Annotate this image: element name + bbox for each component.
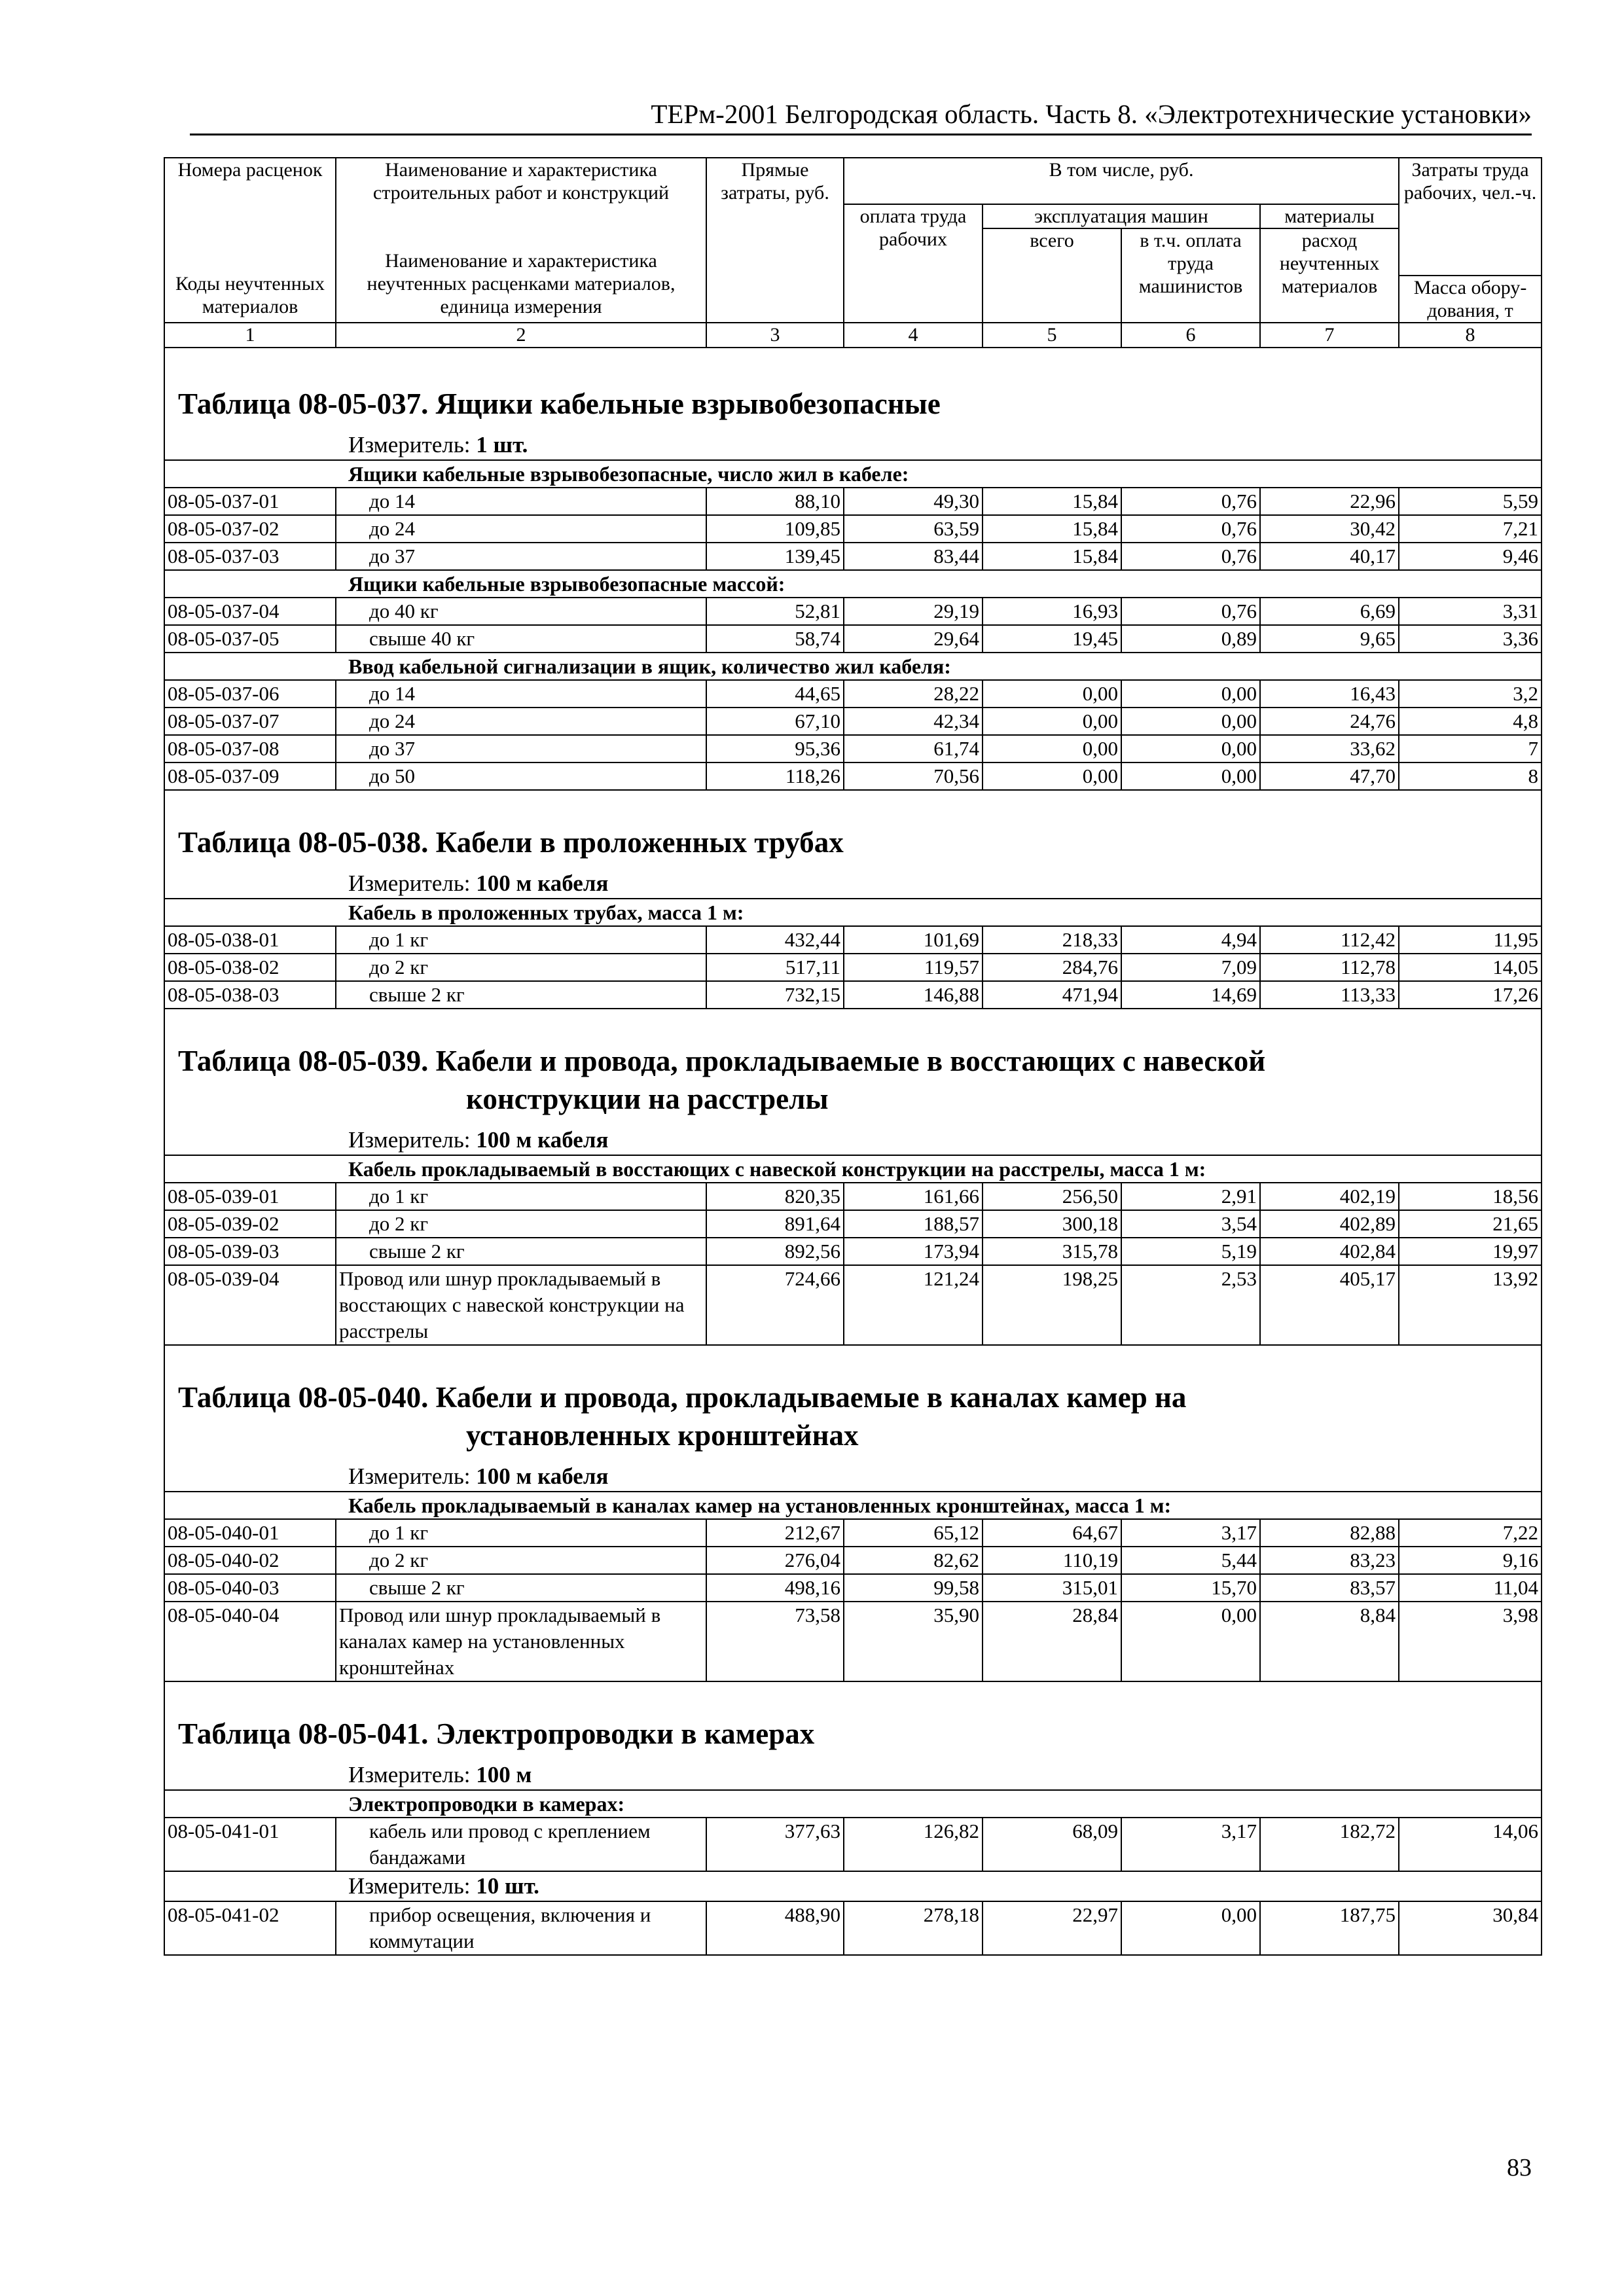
rate-value: 7 xyxy=(1399,735,1542,762)
rate-value: 15,84 xyxy=(983,543,1121,570)
table-row xyxy=(164,515,1542,543)
rate-value: 24,76 xyxy=(1260,708,1399,735)
col-number: 7 xyxy=(1260,323,1399,348)
rate-value: 68,09 xyxy=(983,1818,1121,1871)
rate-value: 44,65 xyxy=(706,680,844,708)
rate-value: 16,43 xyxy=(1260,680,1399,708)
col-wages-header: оплата труда рабочих xyxy=(844,204,983,323)
col-number: 5 xyxy=(983,323,1121,348)
measure-row-inline xyxy=(164,1871,1542,1901)
rate-value: 30,84 xyxy=(1399,1901,1542,1955)
rate-value: 47,70 xyxy=(1260,762,1399,790)
table-number: Таблица 08-05-037. xyxy=(178,387,429,420)
rate-value: 498,16 xyxy=(706,1574,844,1602)
rate-value: 0,00 xyxy=(1121,1602,1260,1681)
group-row xyxy=(164,653,1542,680)
rate-value: 315,01 xyxy=(983,1574,1121,1602)
table-row xyxy=(164,926,1542,954)
table-title xyxy=(164,348,1542,428)
table-row xyxy=(164,981,1542,1009)
rate-value: 5,44 xyxy=(1121,1547,1260,1574)
rate-name: Провод или шнур прокладываемый в каналах камер на установленных кронштейнах xyxy=(336,1602,706,1681)
rate-value: 300,18 xyxy=(983,1210,1121,1238)
machines-header: эксплуатация машин xyxy=(983,204,1260,228)
rate-value: 33,62 xyxy=(1260,735,1399,762)
rate-value: 891,64 xyxy=(706,1210,844,1238)
table-row xyxy=(164,625,1542,653)
col-direct-costs-header: Прямые затраты, руб. xyxy=(706,158,844,323)
rate-value: 4,8 xyxy=(1399,708,1542,735)
table-row xyxy=(164,1238,1542,1265)
rate-value: 3,2 xyxy=(1399,680,1542,708)
group-row xyxy=(164,1492,1542,1519)
rate-value: 0,00 xyxy=(1121,762,1260,790)
rate-value: 14,05 xyxy=(1399,954,1542,981)
measure-value: 100 м кабеля xyxy=(476,1127,609,1153)
col-number: 6 xyxy=(1121,323,1260,348)
rate-value: 113,33 xyxy=(1260,981,1399,1009)
rate-value: 0,00 xyxy=(983,708,1121,735)
table-row xyxy=(164,1519,1542,1547)
table-title-text: Кабели и провода, прокладываемые в каналах камер на xyxy=(435,1381,1187,1414)
col-number: 1 xyxy=(164,323,336,348)
rate-value: 315,78 xyxy=(983,1238,1121,1265)
rate-value: 5,59 xyxy=(1399,488,1542,515)
rate-value: 173,94 xyxy=(844,1238,983,1265)
rate-value: 18,56 xyxy=(1399,1183,1542,1210)
rate-value: 118,26 xyxy=(706,762,844,790)
rate-value: 3,54 xyxy=(1121,1210,1260,1238)
table-row xyxy=(164,708,1542,735)
rate-name: свыше 2 кг xyxy=(336,981,706,1009)
rate-name: до 14 xyxy=(336,680,706,708)
rate-code: 08-05-037-08 xyxy=(164,735,336,762)
rate-code: 08-05-040-04 xyxy=(164,1602,336,1681)
rate-code: 08-05-037-01 xyxy=(164,488,336,515)
table-row xyxy=(164,954,1542,981)
rate-value: 0,76 xyxy=(1121,515,1260,543)
rate-name: кабель или провод с креплением бандажами xyxy=(336,1818,706,1871)
rate-value: 892,56 xyxy=(706,1238,844,1265)
group-row xyxy=(164,570,1542,598)
group-label: Кабель прокладываемый в каналах камер на установленных кронштейнах, масса 1 м: xyxy=(164,1492,1542,1519)
rate-value: 6,69 xyxy=(1260,598,1399,625)
measure-label: Измеритель: xyxy=(348,1762,471,1787)
rates-table xyxy=(164,157,1542,1956)
col-number: 4 xyxy=(844,323,983,348)
group-label: Электропроводки в камерах: xyxy=(164,1790,1542,1818)
rate-code: 08-05-037-05 xyxy=(164,625,336,653)
rate-value: 161,66 xyxy=(844,1183,983,1210)
rate-value: 9,46 xyxy=(1399,543,1542,570)
rate-code: 08-05-041-01 xyxy=(164,1818,336,1871)
rate-value: 29,19 xyxy=(844,598,983,625)
measure-row xyxy=(164,428,1542,460)
rate-code: 08-05-041-02 xyxy=(164,1901,336,1955)
rate-value: 21,65 xyxy=(1399,1210,1542,1238)
table-title-row xyxy=(164,348,1542,428)
rate-value: 112,78 xyxy=(1260,954,1399,981)
measure-row xyxy=(164,1460,1542,1492)
rate-value: 0,00 xyxy=(983,680,1121,708)
rate-name: до 2 кг xyxy=(336,1547,706,1574)
table-number: Таблица 08-05-039. xyxy=(178,1045,429,1077)
rate-code: 08-05-037-06 xyxy=(164,680,336,708)
measure-label: Измеритель: xyxy=(348,1127,471,1153)
rate-value: 29,64 xyxy=(844,625,983,653)
rate-value: 432,44 xyxy=(706,926,844,954)
rate-value: 146,88 xyxy=(844,981,983,1009)
rate-value: 182,72 xyxy=(1260,1818,1399,1871)
rate-name: Провод или шнур прокладываемый в восстающих с навеской конструкции на расстрелы xyxy=(336,1265,706,1345)
rate-value: 126,82 xyxy=(844,1818,983,1871)
measure-cell xyxy=(164,1758,1542,1790)
group-label: Кабель прокладываемый в восстающих с навеской конструкции на расстрелы, масса 1 м: xyxy=(164,1155,1542,1183)
materials-header: материалы xyxy=(1260,204,1399,228)
rate-value: 3,36 xyxy=(1399,625,1542,653)
table-row xyxy=(164,735,1542,762)
rate-value: 49,30 xyxy=(844,488,983,515)
header-row-2 xyxy=(164,204,1542,228)
rate-value: 284,76 xyxy=(983,954,1121,981)
rate-value: 3,98 xyxy=(1399,1602,1542,1681)
table-title-row xyxy=(164,1009,1542,1123)
rate-value: 11,04 xyxy=(1399,1574,1542,1602)
rate-value: 11,95 xyxy=(1399,926,1542,954)
rate-value: 61,74 xyxy=(844,735,983,762)
rate-value: 82,88 xyxy=(1260,1519,1399,1547)
rate-value: 30,42 xyxy=(1260,515,1399,543)
col-materials-header: расход неучтенных материалов xyxy=(1260,228,1399,323)
table-title-text: Кабели и провода, прокладываемые в восстающих с навеской xyxy=(435,1045,1266,1077)
rate-name: до 24 xyxy=(336,515,706,543)
rate-value: 82,62 xyxy=(844,1547,983,1574)
rate-code: 08-05-038-01 xyxy=(164,926,336,954)
measure-label: Измеритель: xyxy=(348,1463,471,1489)
table-title-text: Кабели в проложенных трубах xyxy=(435,826,844,859)
measure-cell xyxy=(164,1460,1542,1492)
measure-label: Измеритель: xyxy=(348,1873,471,1899)
rate-name: до 24 xyxy=(336,708,706,735)
rate-value: 19,45 xyxy=(983,625,1121,653)
table-row xyxy=(164,1547,1542,1574)
rate-value: 28,22 xyxy=(844,680,983,708)
rate-value: 0,00 xyxy=(983,762,1121,790)
rate-name: прибор освещения, включения и коммутации xyxy=(336,1901,706,1955)
rate-value: 402,89 xyxy=(1260,1210,1399,1238)
table-title xyxy=(164,1681,1542,1758)
rate-name: свыше 40 кг xyxy=(336,625,706,653)
rate-value: 8 xyxy=(1399,762,1542,790)
col-material-codes-header: Коды неучтенных материалов xyxy=(164,204,336,323)
page-number: 83 xyxy=(1507,2154,1532,2181)
incl-header: В том числе, руб. xyxy=(844,158,1399,204)
rate-value: 471,94 xyxy=(983,981,1121,1009)
rate-code: 08-05-040-03 xyxy=(164,1574,336,1602)
measure-cell xyxy=(164,1871,1542,1901)
table-title-text: Ящики кабельные взрывобезопасные xyxy=(435,387,941,420)
rate-code: 08-05-039-04 xyxy=(164,1265,336,1345)
table-row xyxy=(164,1818,1542,1871)
table-title-row xyxy=(164,1681,1542,1758)
group-row xyxy=(164,1155,1542,1183)
rate-value: 278,18 xyxy=(844,1901,983,1955)
rate-value: 820,35 xyxy=(706,1183,844,1210)
rate-name: свыше 2 кг xyxy=(336,1574,706,1602)
col-mass-header: Масса обору-дования, т xyxy=(1399,276,1542,323)
rate-value: 7,21 xyxy=(1399,515,1542,543)
measure-value: 10 шт. xyxy=(476,1873,539,1899)
rate-value: 3,17 xyxy=(1121,1818,1260,1871)
rate-value: 256,50 xyxy=(983,1183,1121,1210)
measure-row xyxy=(164,867,1542,899)
rate-value: 276,04 xyxy=(706,1547,844,1574)
rate-value: 101,69 xyxy=(844,926,983,954)
rate-value: 22,96 xyxy=(1260,488,1399,515)
rate-value: 0,89 xyxy=(1121,625,1260,653)
group-row xyxy=(164,899,1542,926)
col-number: 8 xyxy=(1399,323,1542,348)
table-title-text: установленных кронштейнах xyxy=(466,1419,859,1452)
rate-value: 402,19 xyxy=(1260,1183,1399,1210)
group-row xyxy=(164,460,1542,488)
rate-value: 112,42 xyxy=(1260,926,1399,954)
rate-value: 7,09 xyxy=(1121,954,1260,981)
group-label: Ящики кабельные взрывобезопасные массой: xyxy=(164,570,1542,598)
col-number: 3 xyxy=(706,323,844,348)
rate-value: 488,90 xyxy=(706,1901,844,1955)
rate-value: 58,74 xyxy=(706,625,844,653)
table-title xyxy=(164,1345,1542,1460)
group-label: Ввод кабельной сигнализации в ящик, количество жил кабеля: xyxy=(164,653,1542,680)
table-row xyxy=(164,1574,1542,1602)
rate-value: 64,67 xyxy=(983,1519,1121,1547)
rate-value: 3,31 xyxy=(1399,598,1542,625)
rate-value: 88,10 xyxy=(706,488,844,515)
rate-value: 83,23 xyxy=(1260,1547,1399,1574)
rate-value: 9,65 xyxy=(1260,625,1399,653)
rate-value: 0,00 xyxy=(1121,1901,1260,1955)
table-row xyxy=(164,680,1542,708)
rate-value: 517,11 xyxy=(706,954,844,981)
rate-value: 35,90 xyxy=(844,1602,983,1681)
rate-name: свыше 2 кг xyxy=(336,1238,706,1265)
rate-value: 8,84 xyxy=(1260,1602,1399,1681)
rate-name: до 2 кг xyxy=(336,954,706,981)
col-material-names-header: Наименование и характеристика неучтенных расценками материалов, единица измерения xyxy=(336,204,706,323)
rate-code: 08-05-038-03 xyxy=(164,981,336,1009)
rate-value: 139,45 xyxy=(706,543,844,570)
rate-value: 0,76 xyxy=(1121,598,1260,625)
rate-value: 198,25 xyxy=(983,1265,1121,1345)
col-machinist-wages-header: в т.ч. оплата труда машинистов xyxy=(1121,228,1260,323)
rate-value: 110,19 xyxy=(983,1547,1121,1574)
rate-code: 08-05-040-01 xyxy=(164,1519,336,1547)
measure-row xyxy=(164,1123,1542,1155)
rate-name: до 1 кг xyxy=(336,1183,706,1210)
rate-value: 13,92 xyxy=(1399,1265,1542,1345)
rate-value: 0,00 xyxy=(983,735,1121,762)
rate-value: 405,17 xyxy=(1260,1265,1399,1345)
rate-value: 188,57 xyxy=(844,1210,983,1238)
table-number: Таблица 08-05-041. xyxy=(178,1717,429,1750)
rate-value: 7,22 xyxy=(1399,1519,1542,1547)
col-codes-header: Номера расценок xyxy=(164,158,336,204)
rate-name: до 50 xyxy=(336,762,706,790)
table-row xyxy=(164,762,1542,790)
column-numbers-row xyxy=(164,323,1542,348)
rate-value: 16,93 xyxy=(983,598,1121,625)
rate-value: 28,84 xyxy=(983,1602,1121,1681)
measure-cell xyxy=(164,1123,1542,1155)
rate-value: 83,57 xyxy=(1260,1574,1399,1602)
table-title-text: Электропроводки в камерах xyxy=(435,1717,815,1750)
rate-value: 218,33 xyxy=(983,926,1121,954)
page-header: ТЕРм-2001 Белгородская область. Часть 8. «Электротехнические установки» xyxy=(190,97,1532,135)
table-title xyxy=(164,790,1542,867)
rate-value: 2,53 xyxy=(1121,1265,1260,1345)
rate-name: до 40 кг xyxy=(336,598,706,625)
measure-value: 100 м кабеля xyxy=(476,870,609,896)
rate-value: 732,15 xyxy=(706,981,844,1009)
table-row xyxy=(164,543,1542,570)
rate-value: 119,57 xyxy=(844,954,983,981)
rate-value: 65,12 xyxy=(844,1519,983,1547)
rate-code: 08-05-040-02 xyxy=(164,1547,336,1574)
table-row xyxy=(164,1210,1542,1238)
rate-value: 0,00 xyxy=(1121,735,1260,762)
table-title-row xyxy=(164,1345,1542,1460)
rate-name: до 1 кг xyxy=(336,926,706,954)
rate-value: 121,24 xyxy=(844,1265,983,1345)
col-names-header: Наименование и характеристика строительных работ и конструкций xyxy=(336,158,706,204)
rate-value: 0,00 xyxy=(1121,708,1260,735)
measure-label: Измеритель: xyxy=(348,432,471,457)
header-row-1 xyxy=(164,158,1542,204)
rate-code: 08-05-037-02 xyxy=(164,515,336,543)
col-labor-header: Затраты труда рабочих, чел.-ч. xyxy=(1399,158,1542,276)
measure-value: 100 м кабеля xyxy=(476,1463,609,1489)
table-row xyxy=(164,488,1542,515)
rate-value: 109,85 xyxy=(706,515,844,543)
rate-name: до 14 xyxy=(336,488,706,515)
table-row xyxy=(164,1265,1542,1345)
rate-value: 187,75 xyxy=(1260,1901,1399,1955)
rate-value: 0,00 xyxy=(1121,680,1260,708)
rate-code: 08-05-037-09 xyxy=(164,762,336,790)
rate-value: 14,06 xyxy=(1399,1818,1542,1871)
rate-value: 42,34 xyxy=(844,708,983,735)
rate-value: 5,19 xyxy=(1121,1238,1260,1265)
measure-value: 100 м xyxy=(476,1762,532,1787)
rate-value: 83,44 xyxy=(844,543,983,570)
rate-value: 70,56 xyxy=(844,762,983,790)
rate-code: 08-05-038-02 xyxy=(164,954,336,981)
rate-name: до 2 кг xyxy=(336,1210,706,1238)
col-machines-total-header: всего xyxy=(983,228,1121,323)
rate-value: 14,69 xyxy=(1121,981,1260,1009)
rate-value: 0,76 xyxy=(1121,543,1260,570)
rate-value: 67,10 xyxy=(706,708,844,735)
rate-value: 402,84 xyxy=(1260,1238,1399,1265)
measure-label: Измеритель: xyxy=(348,870,471,896)
table-row xyxy=(164,598,1542,625)
table-title-row xyxy=(164,790,1542,867)
rate-value: 212,67 xyxy=(706,1519,844,1547)
table-row xyxy=(164,1602,1542,1681)
rate-code: 08-05-039-03 xyxy=(164,1238,336,1265)
group-row xyxy=(164,1790,1542,1818)
measure-value: 1 шт. xyxy=(476,432,528,457)
col-number: 2 xyxy=(336,323,706,348)
rate-name: до 37 xyxy=(336,543,706,570)
table-number: Таблица 08-05-040. xyxy=(178,1381,429,1414)
group-label: Ящики кабельные взрывобезопасные, число жил в кабеле: xyxy=(164,460,1542,488)
rate-value: 4,94 xyxy=(1121,926,1260,954)
measure-cell xyxy=(164,428,1542,460)
rate-value: 15,70 xyxy=(1121,1574,1260,1602)
rate-code: 08-05-039-02 xyxy=(164,1210,336,1238)
rate-value: 9,16 xyxy=(1399,1547,1542,1574)
measure-cell xyxy=(164,867,1542,899)
group-label: Кабель в проложенных трубах, масса 1 м: xyxy=(164,899,1542,926)
rate-value: 3,17 xyxy=(1121,1519,1260,1547)
rate-code: 08-05-037-04 xyxy=(164,598,336,625)
rate-value: 52,81 xyxy=(706,598,844,625)
table-title-text: конструкции на расстрелы xyxy=(466,1083,829,1115)
table-row xyxy=(164,1183,1542,1210)
table-row xyxy=(164,1901,1542,1955)
rate-value: 17,26 xyxy=(1399,981,1542,1009)
rate-code: 08-05-037-03 xyxy=(164,543,336,570)
rate-code: 08-05-037-07 xyxy=(164,708,336,735)
rate-value: 63,59 xyxy=(844,515,983,543)
rate-value: 99,58 xyxy=(844,1574,983,1602)
rate-value: 95,36 xyxy=(706,735,844,762)
rate-name: до 37 xyxy=(336,735,706,762)
rate-value: 377,63 xyxy=(706,1818,844,1871)
rate-value: 15,84 xyxy=(983,515,1121,543)
measure-row xyxy=(164,1758,1542,1790)
rate-value: 2,91 xyxy=(1121,1183,1260,1210)
rate-value: 724,66 xyxy=(706,1265,844,1345)
rate-value: 0,76 xyxy=(1121,488,1260,515)
table-number: Таблица 08-05-038. xyxy=(178,826,429,859)
rate-name: до 1 кг xyxy=(336,1519,706,1547)
rate-value: 22,97 xyxy=(983,1901,1121,1955)
rate-value: 19,97 xyxy=(1399,1238,1542,1265)
rate-value: 40,17 xyxy=(1260,543,1399,570)
rate-value: 73,58 xyxy=(706,1602,844,1681)
table-title xyxy=(164,1009,1542,1123)
rate-code: 08-05-039-01 xyxy=(164,1183,336,1210)
rate-value: 15,84 xyxy=(983,488,1121,515)
